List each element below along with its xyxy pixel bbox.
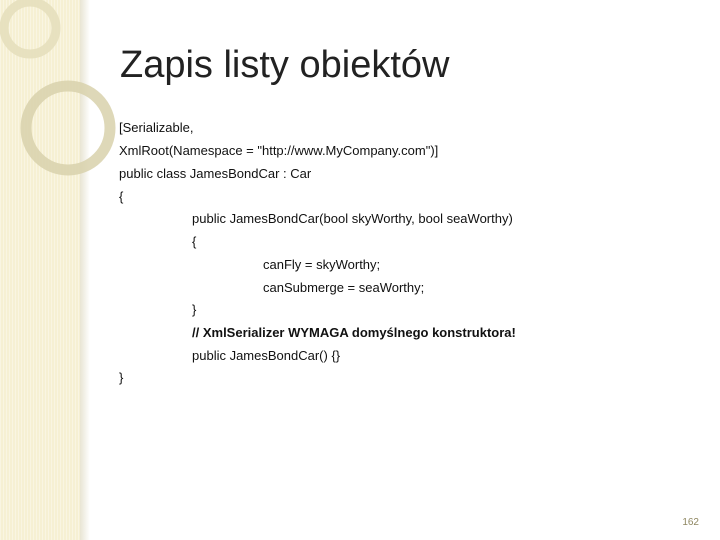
slide-title: Zapis listy obiektów — [120, 44, 450, 86]
page-number: 162 — [682, 517, 699, 528]
code-line: [Serializable, — [119, 120, 194, 135]
ring-large — [26, 86, 110, 170]
ring-small — [4, 2, 56, 54]
code-comment: // XmlSerializer WYMAGA domyślnego konstruktora! — [192, 325, 516, 340]
code-line: { — [119, 189, 124, 204]
code-line: public JamesBondCar(bool skyWorthy, bool seaWorthy) — [192, 211, 513, 226]
code-line: public JamesBondCar() {} — [192, 348, 341, 363]
code-line: XmlRoot(Namespace = "http://www.MyCompany.com")] — [119, 143, 439, 158]
code-line: public class JamesBondCar : Car — [119, 166, 312, 181]
code-line: { — [192, 234, 197, 249]
code-line: canFly = skyWorthy; — [263, 257, 381, 272]
code-line: } — [119, 370, 124, 385]
code-line: canSubmerge = seaWorthy; — [263, 280, 425, 295]
code-line: } — [192, 302, 197, 317]
